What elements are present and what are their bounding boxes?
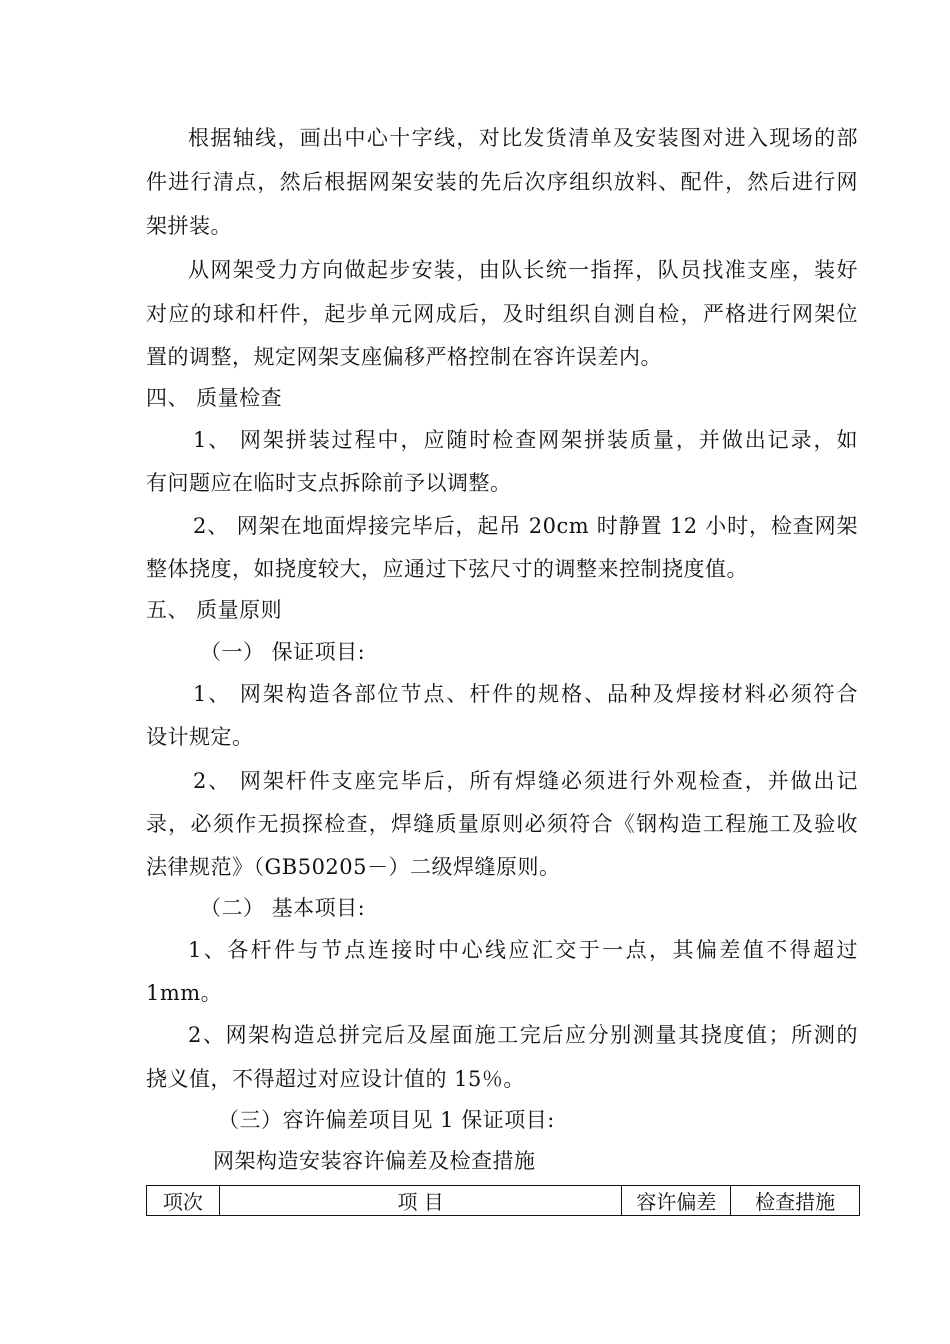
section-heading: 四、 质量检查	[146, 386, 283, 410]
table-header-row	[147, 1186, 860, 1216]
table-caption: 网架构造安装容许偏差及检查措施	[213, 1149, 536, 1173]
paragraph-line: 架拼装。	[146, 214, 232, 238]
paragraph-line: 2、网架构造总拼完后及屋面施工完后应分别测量其挠度值；所测的	[188, 1023, 858, 1047]
paragraph-line: 从网架受力方向做起步安装，由队长统一指挥，队员找准支座，装好	[188, 258, 858, 282]
subsection-heading: （三）容许偏差项目见 1 保证项目:	[218, 1108, 555, 1132]
table-header-cell: 检查措施	[731, 1186, 860, 1216]
paragraph-line: 根据轴线，画出中心十字线，对比发货清单及安装图对进入现场的部	[188, 126, 858, 150]
paragraph-line: 录，必须作无损探检查，焊缝质量原则必须符合《钢构造工程施工及验收	[146, 812, 858, 836]
paragraph-line: 对应的球和杆件，起步单元网成后，及时组织自测自检，严格进行网架位	[146, 302, 858, 326]
paragraph-line: 挠义值，不得超过对应设计值的 15％。	[146, 1067, 525, 1091]
paragraph-line: 件进行清点，然后根据网架安装的先后次序组织放料、配件，然后进行网	[146, 170, 858, 194]
table-header-cell: 项 目	[219, 1186, 622, 1216]
paragraph-line: 1、各杆件与节点连接时中心线应汇交于一点，其偏差值不得超过	[188, 938, 858, 962]
section-heading: 五、 质量原则	[146, 598, 283, 622]
paragraph-line: 2、 网架杆件支座完毕后，所有焊缝必须进行外观检查，并做出记	[193, 769, 858, 793]
paragraph-line: 法律规范》（GB50205－）二级焊缝原则。	[146, 855, 561, 879]
paragraph-line: 1mm。	[146, 981, 223, 1005]
subsection-heading: （二） 基本项目:	[200, 896, 366, 920]
paragraph-line: 1、 网架拼装过程中，应随时检查网架拼装质量，并做出记录，如	[193, 428, 858, 452]
paragraph-line: 有问题应在临时支点拆除前予以调整。	[146, 471, 512, 495]
table-header-cell: 项次	[147, 1186, 220, 1216]
paragraph-line: 1、 网架构造各部位节点、杆件的规格、品种及焊接材料必须符合	[193, 682, 858, 706]
paragraph-line: 设计规定。	[146, 725, 254, 749]
tolerance-table	[146, 1185, 860, 1216]
paragraph-line: 2、 网架在地面焊接完毕后，起吊 20cm 时静置 12 小时，检查网架	[193, 514, 858, 538]
subsection-heading: （一） 保证项目:	[200, 640, 366, 664]
paragraph-line: 整体挠度，如挠度较大，应通过下弦尺寸的调整来控制挠度值。	[146, 557, 748, 581]
paragraph-line: 置的调整，规定网架支座偏移严格控制在容许误差内。	[146, 345, 662, 369]
table-header-cell: 容许偏差	[622, 1186, 731, 1216]
